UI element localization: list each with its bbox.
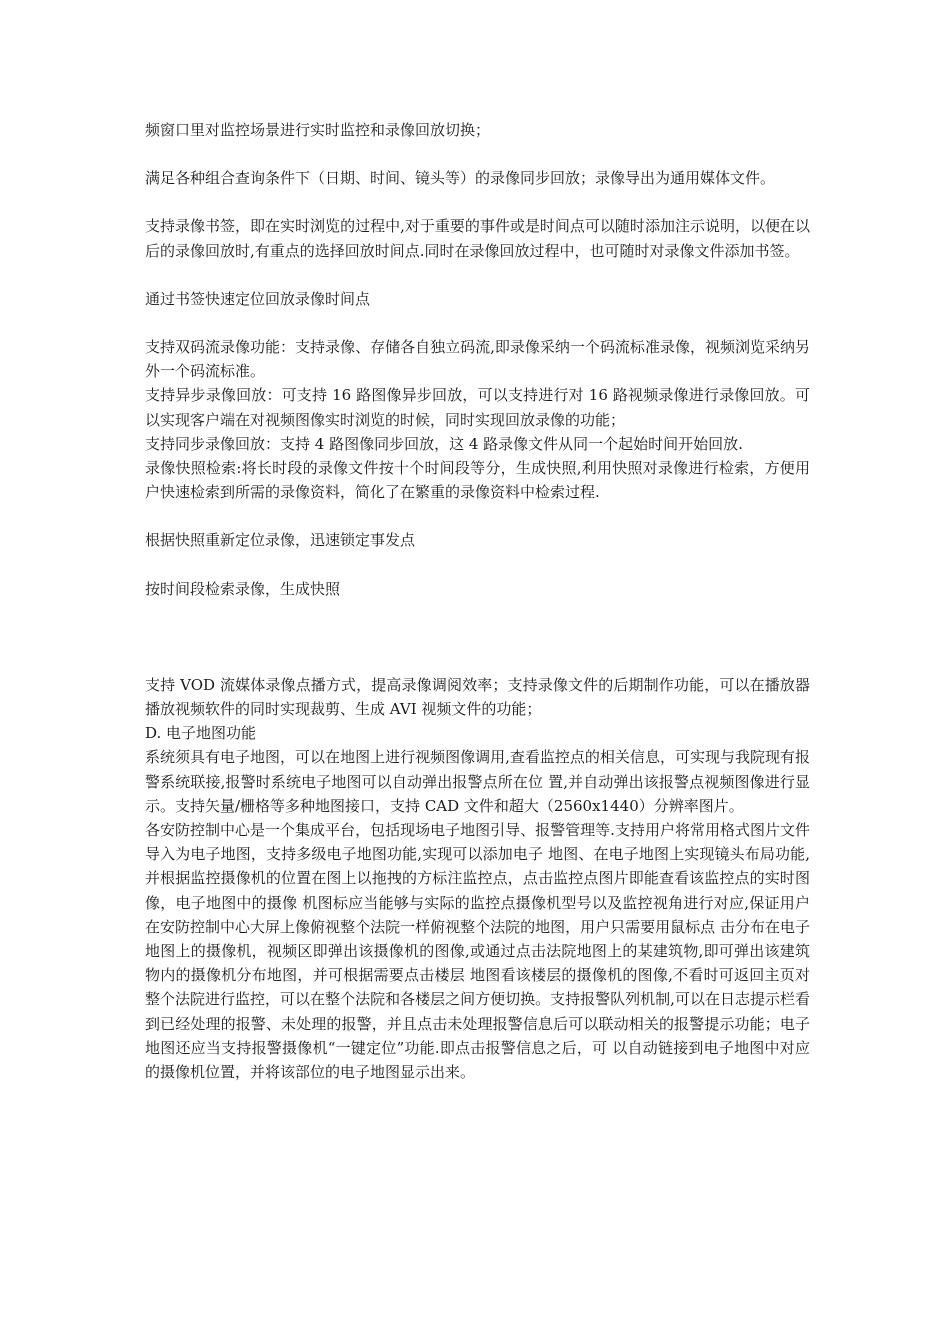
paragraph-video-window-switch: 频窗口里对监控场景进行实时监控和录像回放切换； <box>145 121 491 139</box>
paragraph-snapshot-search: 录像快照检索:将长时段的录像文件按十个时间段等分，生成快照,利用快照对录像进行检索，方便用户快速检索到所需的录像资料，简化了在繁重的录像资料中检索过程. <box>145 459 810 502</box>
paragraph-vod-streaming: 支持 VOD 流媒体录像点播方式，提高录像调阅效率；支持录像文件的后期制作功能，可以在播放器播放视频软件的同时实现裁剪、生成 AVI 视频文件的功能； <box>145 675 810 719</box>
paragraph-electronic-map: 系统须具有电子地图，可以在地图上进行视频图像调用,查看监控点的相关信息，可实现与我院现有报警系统联接,报警时系统电子地图可以自动弹出报警点所在位 置,并自动弹出该报警点视频图像进行显示。支持矢量/栅格等多种地图接口，支持 CAD 文件和超大（2560x1440）分辨率图片。 <box>145 748 810 815</box>
paragraph-async-playback: 支持异步录像回放：可支持 16 路图像异步回放，可以支持进行对 16 路视频录像进行录像回放。可以实现客户端在对视频图像实时浏览的时候，同时实现回放录像的功能； <box>145 386 810 429</box>
paragraph-snapshot-relocate: 根据快照重新定位录像，迅速锁定事发点 <box>145 531 416 550</box>
section-heading-electronic-map: D. 电子地图功能 <box>145 724 257 743</box>
paragraph-sync-playback: 支持同步录像回放：支持 4 路图像同步回放，这 4 路录像文件从同一个起始时间开始回放. <box>145 434 743 453</box>
paragraph-time-segment-search: 按时间段检索录像，生成快照 <box>145 579 341 598</box>
paragraph-dual-stream: 支持双码流录像功能：支持录像、存储各自独立码流,即录像采纳一个码流标准录像，视频浏览采纳另外一个码流标准。 <box>145 338 810 381</box>
paragraph-combined-query-playback: 满足各种组合查询条件下（日期、时间、镜头等）的录像同步回放；录像导出为通用媒体文件。 <box>145 169 776 188</box>
paragraph-security-control-center: 各安防控制中心是一个集成平台，包括现场电子地图引导、报警管理等.支持用户将常用格式图片文件导入为电子地图，支持多级电子地图功能,实现可以添加电子 地图、在电子地图上实现镜头布局功能,并根据监控摄像机的位置在图上以拖拽的方标注监控点，点击监控点图片即能查看该监控点的实时图像，电子地图中的摄像 机图标应当能够与实际的监控点摄像机型号以及监控视角进行对应,保证用户在安防控制中心大屏上像俯视整个法院一样俯视整个法院的地图，用户只需要用鼠标点 击分布在电子地图上的摄像机，视频区即弹出该摄像机的图像,或通过点击法院地图上的某建筑物,即可弹出该建筑物内的摄像机分布地图，并可根据需要点击楼层 地图看该楼层的摄像机的图像,不看时可返回主页对整个法院进行监控，可以在整个法院和各楼层之间方便切换。支持报警队列机制,可以在日志提示栏看到已经处理的报警、未处理的报警，并且点击未处理报警信息后可以联动相关的报警提示功能；电子地图还应当支持报警摄像机“一键定位”功能.即点击报警信息之后，可 以自动链接到电子地图中对应的摄像机位置，并将该部位的电子地图显示出来。 <box>145 821 810 1082</box>
paragraph-bookmark-locate: 通过书签快速定位回放录像时间点 <box>145 289 371 308</box>
paragraph-recording-bookmarks: 支持录像书签，即在实时浏览的过程中,对于重要的事件或是时间点可以随时添加注示说明，以便在以后的录像回放时,有重点的选择回放时间点.同时在录像回放过程中，也可随时对录像文件添加书签。 <box>145 217 810 260</box>
document-page <box>145 118 810 1084</box>
